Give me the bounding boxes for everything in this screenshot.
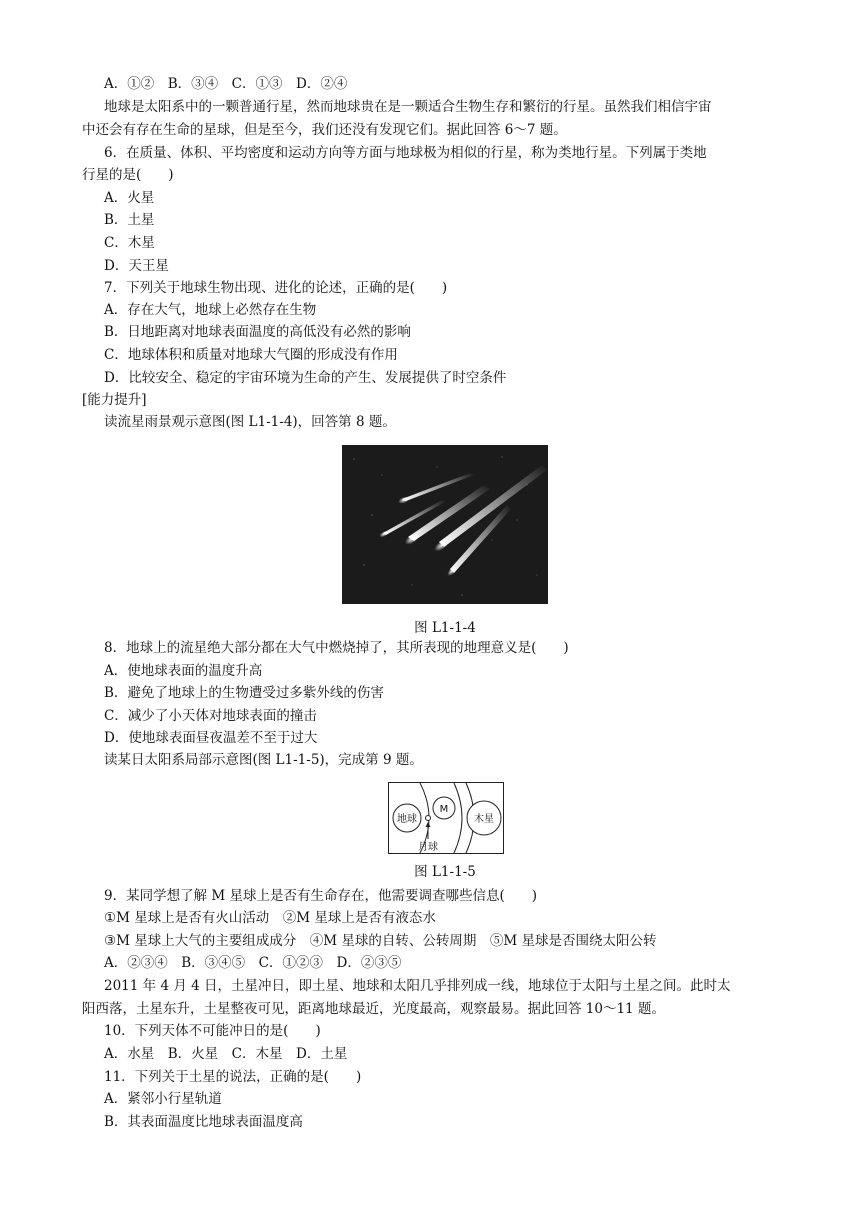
q9-items-1: ①M 星球上是否有火山活动 ②M 星球上是否有液态水 (104, 910, 436, 926)
q7-option-b: B．日地距离对地球表面温度的高低没有必然的影响 (104, 324, 411, 340)
passage-earth-intro: 地球是太阳系中的一颗普通行星，然而地球贵在是一颗适合生物生存和繁衍的行星。虽然我们相信宇宙 (104, 99, 712, 115)
question-6-stem-cont: 行星的是( ) (82, 167, 174, 183)
q7-option-a: A．存在大气，地球上必然存在生物 (104, 302, 317, 318)
q7-option-c: C．地球体积和质量对地球大气圈的形成没有作用 (104, 347, 398, 363)
passage-saturn: 2011 年 4 月 4 日，土星冲日，即土星、地球和太阳几乎排列成一线，地球位于太阳与土星之间。此时太 (104, 978, 731, 994)
q8-option-c: C．减少了小天体对地球表面的撞击 (104, 708, 317, 724)
fig4-intro: 读流星雨景观示意图(图 L1-1-4)，回答第 8 题。 (104, 414, 396, 430)
question-11-stem: 11．下列关于土星的说法，正确的是( ) (104, 1069, 362, 1085)
q8-option-a: A．使地球表面的温度升高 (104, 663, 263, 679)
m-planet-label: M (439, 804, 449, 815)
q6-option-d: D．天王星 (104, 258, 169, 274)
fig5-intro: 读某日太阳系局部示意图(图 L1-1-5)，完成第 9 题。 (104, 752, 423, 768)
question-8-stem: 8．地球上的流星绝大部分都在大气中燃烧掉了，其所表现的地理意义是( ) (104, 640, 569, 656)
q9-options: A．②③④ B．③④⑤ C．①②③ D．②③⑤ (104, 955, 402, 971)
solar-system-diagram (388, 782, 504, 854)
question-7-stem: 7．下列关于地球生物出现、进化的论述，正确的是( ) (104, 280, 448, 296)
question-9-stem: 9．某同学想了解 M 星球上是否有生命存在，他需要调查哪些信息( ) (104, 888, 538, 904)
q6-option-a: A．火星 (104, 190, 155, 206)
moon-label: 月球 (418, 842, 438, 853)
q6-option-c: C．木星 (104, 235, 155, 251)
figure-caption-5: 图 L1-1-5 (414, 864, 476, 880)
q9-items-2: ③M 星球上大气的主要组成成分 ④M 星球的自转、公转周期 ⑤M 星球是否围绕太阳公转 (104, 933, 657, 949)
figure-caption-4: 图 L1-1-4 (414, 620, 476, 636)
q11-option-a: A．紧邻小行星轨道 (104, 1091, 222, 1107)
q8-option-d: D．使地球表面昼夜温差不至于过大 (104, 730, 318, 746)
q8-option-b: B．避免了地球上的生物遭受过多紫外线的伤害 (104, 685, 384, 701)
question-6-stem: 6．在质量、体积、平均密度和运动方向等方面与地球极为相似的行星，称为类地行星。下列属于类地 (104, 145, 707, 161)
passage-saturn-cont: 阳西落，土星东升，土星整夜可见，距离地球最近，光度最高，观察最易。据此回答 10～11 题。 (82, 1001, 665, 1017)
question-10-stem: 10．下列天体不可能冲日的是( ) (104, 1023, 321, 1039)
passage-earth-intro-cont: 中还会有存在生命的星球，但是至今，我们还没有发现它们。据此回答 6～7 题。 (82, 122, 567, 138)
earth-label: 地球 (397, 814, 417, 825)
q7-option-d: D．比较安全、稳定的宇宙环境为生命的产生、发展提供了时空条件 (104, 370, 507, 386)
jupiter-label: 木星 (474, 814, 494, 825)
q6-option-b: B．土星 (104, 212, 155, 228)
meteor-shower-image (342, 445, 548, 604)
q10-options: A．水星 B．火星 C．木星 D．土星 (104, 1046, 348, 1062)
q11-option-b: B．其表面温度比地球表面温度高 (104, 1114, 303, 1130)
section-heading: [能力提升] (82, 392, 147, 408)
answer-options-q5: A．①② B．③④ C．①③ D．②④ (104, 76, 348, 92)
